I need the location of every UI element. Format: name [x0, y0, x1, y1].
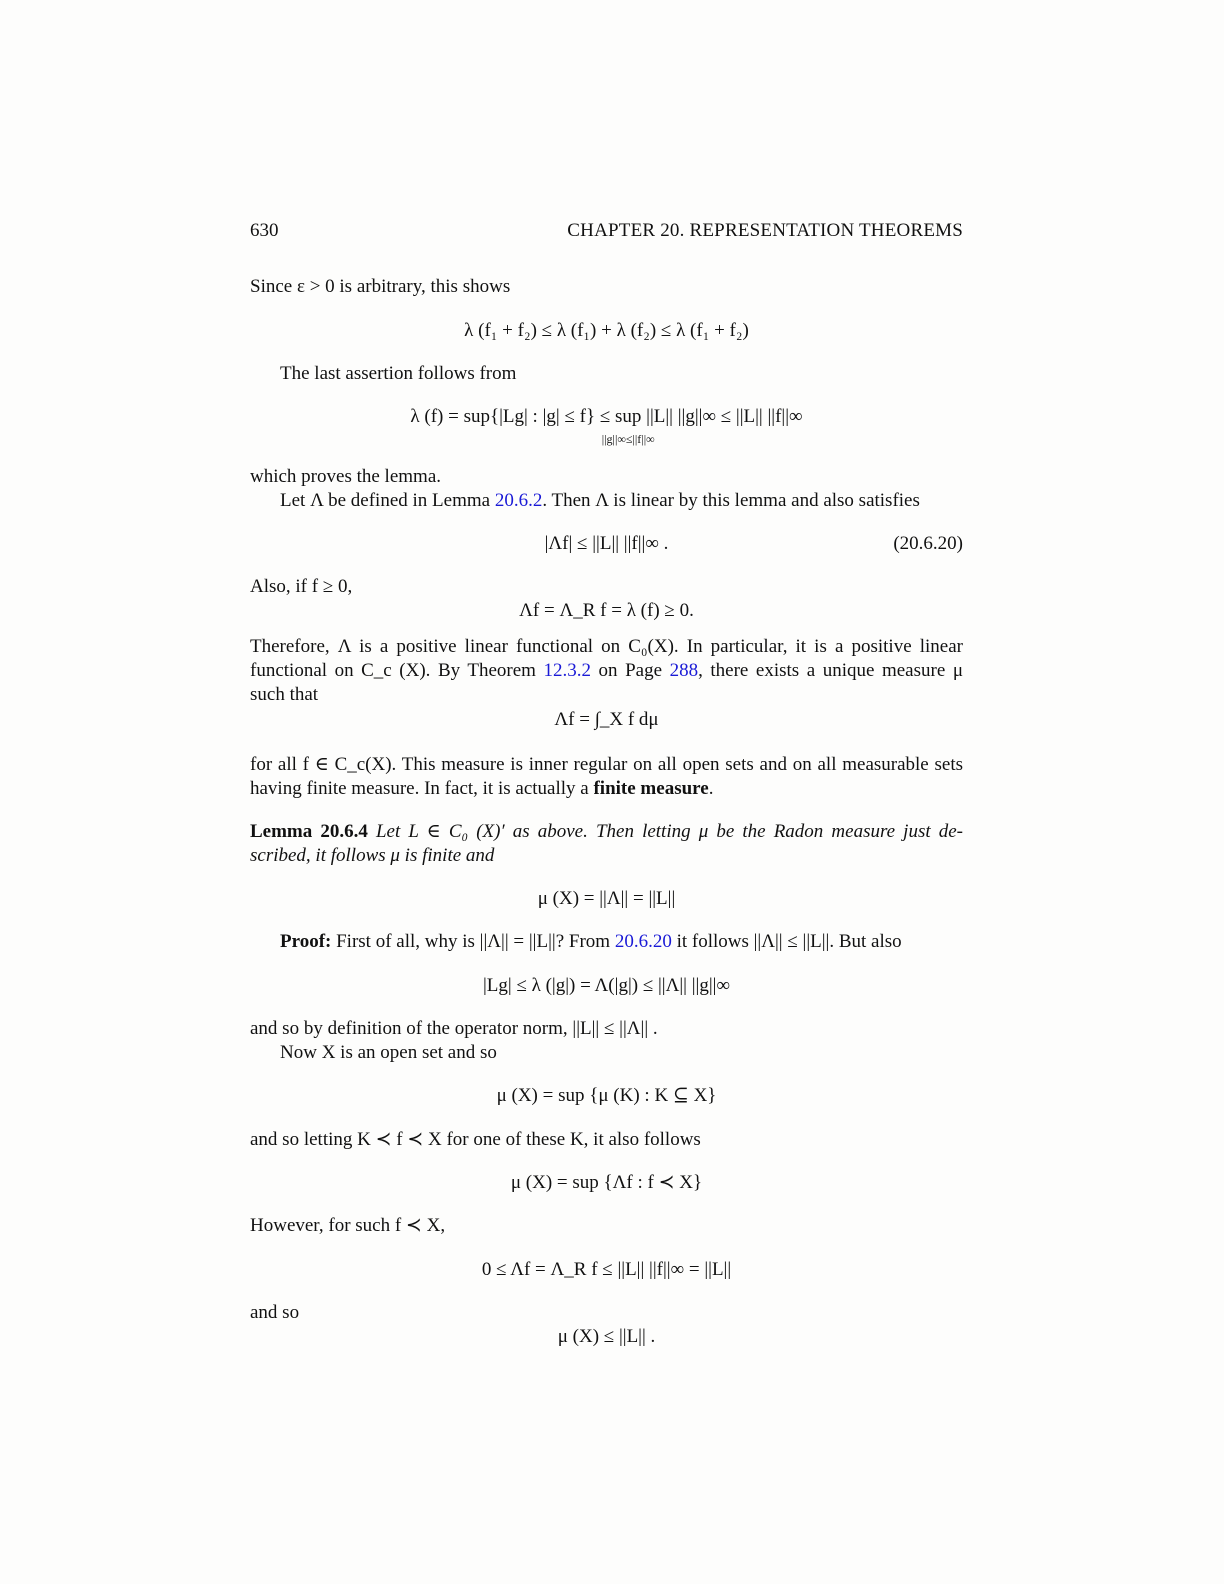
lemma-statement-line [250, 820, 963, 844]
lemma-statement-line: scribed, it follows μ is finite and [250, 845, 495, 866]
paragraph-line [250, 659, 963, 683]
sup-label: sup [615, 406, 642, 427]
sup-subscript: ||g||∞≤||f||∞ [601, 432, 655, 446]
equation: 0 ≤ Λf = Λ_R f ≤ ||L|| ||f||∞ = ||L|| [481, 1259, 732, 1280]
equation-number: (20.6.20) [893, 533, 963, 554]
text-span: functional on C_c (X). By Theorem [250, 660, 544, 681]
equation: μ (X) ≤ ||L|| . [557, 1326, 656, 1347]
chapter-title: CHAPTER 20. REPRESENTATION THEOREMS [567, 220, 963, 241]
text-span: . Then Λ is linear by this lemma and also satisfies [542, 490, 920, 511]
equation [250, 405, 963, 446]
paragraph-line [250, 777, 963, 801]
text-span: having finite measure. In fact, it is actually a [250, 778, 594, 799]
theorem-reference-link[interactable]: 12.3.2 [543, 660, 591, 681]
text-span: Let Λ be defined in Lemma [280, 490, 495, 511]
equation: |Λf| ≤ ||L|| ||f||∞ . [544, 533, 669, 554]
paragraph [250, 489, 963, 513]
paragraph-line: for all f ∈ C_c(X). This measure is inner regular on all open sets and on all measurable sets [250, 754, 963, 775]
equation-part: ||L|| ||g||∞ ≤ ||L|| ||f||∞ [646, 406, 803, 427]
paragraph-line: such that [250, 684, 319, 705]
text-span: . [708, 778, 714, 799]
equation: μ (X) = sup {Λf : f ≺ X} [510, 1172, 703, 1193]
sup-operator [601, 405, 655, 446]
numbered-equation [250, 532, 963, 556]
proof-line [250, 930, 963, 954]
paragraph: and so [250, 1302, 300, 1323]
paragraph: However, for such f ≺ X, [250, 1215, 446, 1236]
equation: μ (X) = sup {μ (K) : K ⊆ X} [496, 1085, 717, 1106]
equation: Λf = ∫_X f dμ [554, 709, 659, 730]
text-span: on Page [590, 660, 670, 681]
proof-label: Proof: [280, 931, 332, 952]
paragraph-line: Therefore, Λ is a positive linear functional on C₀(X). In particular, it is a positive linear [250, 636, 963, 657]
text-span: it follows ||Λ|| ≤ ||L||. But also [671, 931, 902, 952]
paragraph: and so letting K ≺ f ≺ X for one of these K, it also follows [250, 1129, 701, 1150]
equation: λ (f₁ + f₂) ≤ λ (f₁) + λ (f₂) ≤ λ (f₁ + f₂) [464, 320, 749, 341]
equation-reference-link[interactable]: 20.6.20 [614, 931, 672, 952]
lemma-label: Lemma 20.6.4 [250, 821, 368, 842]
lemma-reference-link[interactable]: 20.6.2 [494, 490, 543, 511]
document-page [250, 0, 963, 1584]
paragraph: and so by definition of the operator norm, ||L|| ≤ ||Λ|| . [250, 1018, 658, 1039]
paragraph: which proves the lemma. [250, 466, 442, 487]
page-reference-link[interactable]: 288 [669, 660, 699, 681]
equation: |Lg| ≤ λ (|g|) = Λ(|g|) ≤ ||Λ|| ||g||∞ [483, 975, 730, 996]
paragraph: The last assertion follows from [280, 363, 517, 384]
paragraph: Since ε > 0 is arbitrary, this shows [250, 276, 511, 297]
text-span: First of all, why is ||Λ|| = ||L||? From [331, 931, 615, 952]
text-span: , there exists a unique measure μ [698, 660, 964, 681]
equation: μ (X) = ||Λ|| = ||L|| [537, 888, 676, 909]
page-number: 630 [250, 220, 279, 241]
equation: Λf = Λ_R f = λ (f) ≥ 0. [519, 600, 694, 621]
bold-term: finite measure [593, 778, 709, 799]
paragraph: Also, if f ≥ 0, [250, 576, 353, 597]
paragraph: Now X is an open set and so [280, 1042, 497, 1063]
lemma-text: Let L ∈ C₀ (X)′ as above. Then letting μ be the Radon measure just de- [367, 821, 963, 842]
equation-part: λ (f) = sup{|Lg| : |g| ≤ f} ≤ [410, 406, 611, 427]
